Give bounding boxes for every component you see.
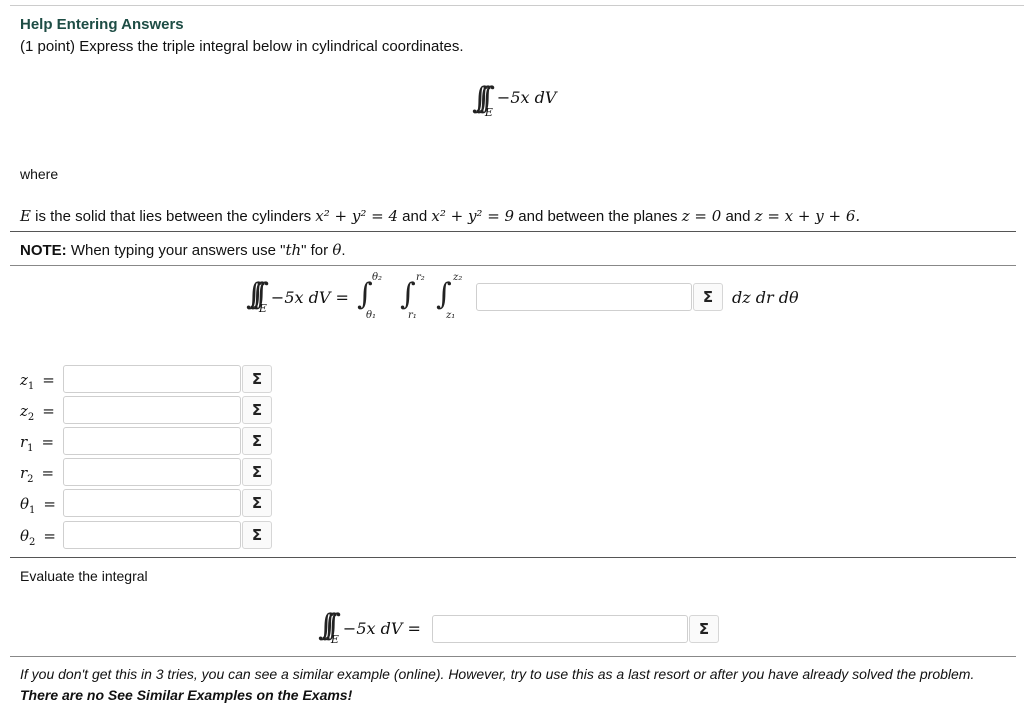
desc-text-1: is the solid that lies between the cylinders xyxy=(30,208,316,225)
lower-limit-r: r₁ xyxy=(408,310,417,321)
solid-symbol: E xyxy=(20,207,31,225)
desc-and-1: and xyxy=(398,208,432,225)
note-theta: θ xyxy=(332,241,342,259)
upper-limit-theta: θ₂ xyxy=(372,272,383,283)
eval-integrand: −5x dV = xyxy=(342,619,421,638)
footnote-text: If you don't get this in 3 tries, you can see a similar example (online). However, try to use this as a last resort or after you have already solved the problem. xyxy=(20,666,975,682)
sigma-icon[interactable]: Σ xyxy=(689,615,719,643)
theta1-input[interactable] xyxy=(63,489,241,517)
differentials: dz dr dθ xyxy=(732,288,799,307)
cylinder-2-eq: x² + y² = 9 xyxy=(431,207,515,225)
integrand-expression: −5x dV xyxy=(496,88,557,107)
region-subscript: E xyxy=(484,106,493,119)
integral-sign-r: ∫ xyxy=(400,277,416,312)
note-text-2: " for xyxy=(301,242,333,259)
note-text: When typing your answers use " xyxy=(66,242,286,259)
triple-integral-sign: ∫∫∫ xyxy=(472,81,483,116)
divider-3 xyxy=(10,557,1016,558)
top-divider xyxy=(10,5,1024,6)
note-line xyxy=(20,241,346,259)
problem-prompt: (1 point) Express the triple integral below in cylindrical coordinates. xyxy=(20,38,464,55)
plane-1-eq: z = 0 xyxy=(681,207,722,225)
lower-limit-z: z₁ xyxy=(446,310,456,321)
sigma-icon[interactable]: Σ xyxy=(242,427,272,455)
theta1-label: $\theta_1$ = xyxy=(20,495,56,516)
divider-2 xyxy=(10,265,1016,266)
upper-limit-r: r₂ xyxy=(416,272,425,283)
region-subscript: E xyxy=(258,302,267,315)
lhs-integrand: −5x dV = xyxy=(270,288,349,307)
note-th: th xyxy=(285,241,302,259)
footnote-bold: There are no See Similar Examples on the Exams! xyxy=(20,687,353,703)
solid-description xyxy=(20,207,860,225)
evaluate-label: Evaluate the integral xyxy=(20,568,148,584)
plane-2-eq: z = x + y + 6. xyxy=(754,207,861,225)
integral-sign-z: ∫ xyxy=(436,277,452,312)
divider-4 xyxy=(10,656,1016,657)
note-label: NOTE: xyxy=(20,242,67,259)
lower-limit-theta: θ₁ xyxy=(366,310,377,321)
theta2-label: $\theta_2$ = xyxy=(20,527,56,548)
desc-and-2: and xyxy=(721,208,755,225)
note-end: . xyxy=(341,242,346,259)
cylinder-1-eq: x² + y² = 4 xyxy=(315,207,398,225)
z1-input[interactable] xyxy=(63,365,241,393)
help-entering-answers-link[interactable]: Help Entering Answers xyxy=(20,16,184,33)
header-triple-integral xyxy=(472,81,557,119)
evaluate-answer-input[interactable] xyxy=(432,615,688,643)
r1-label: $r_1$ = xyxy=(20,433,55,454)
sigma-icon[interactable]: Σ xyxy=(242,489,272,517)
integral-sign-theta: ∫ xyxy=(357,277,373,312)
lhs-triple-integral xyxy=(246,277,349,315)
z2-label: $z_2$ = xyxy=(20,402,55,423)
footnote xyxy=(20,664,980,706)
upper-limit-z: z₂ xyxy=(453,272,463,283)
desc-text-2: and between the planes xyxy=(514,208,682,225)
eval-triple-integral xyxy=(318,608,421,646)
region-subscript: E xyxy=(330,633,339,646)
r2-label: $r_2$ = xyxy=(20,464,55,485)
sigma-icon[interactable]: Σ xyxy=(242,365,272,393)
triple-integral-sign: ∫∫∫ xyxy=(246,277,257,312)
divider-1 xyxy=(10,231,1016,232)
z1-label: $z_1$ = xyxy=(20,371,55,392)
sigma-icon[interactable]: Σ xyxy=(242,521,272,549)
sigma-icon[interactable]: Σ xyxy=(693,283,723,311)
sigma-icon[interactable]: Σ xyxy=(242,458,272,486)
theta2-input[interactable] xyxy=(63,521,241,549)
r2-input[interactable] xyxy=(63,458,241,486)
where-label: where xyxy=(20,166,59,182)
integrand-answer-input[interactable] xyxy=(476,283,692,311)
r1-input[interactable] xyxy=(63,427,241,455)
sigma-icon[interactable]: Σ xyxy=(242,396,272,424)
triple-integral-sign: ∫∫∫ xyxy=(318,608,329,643)
z2-input[interactable] xyxy=(63,396,241,424)
